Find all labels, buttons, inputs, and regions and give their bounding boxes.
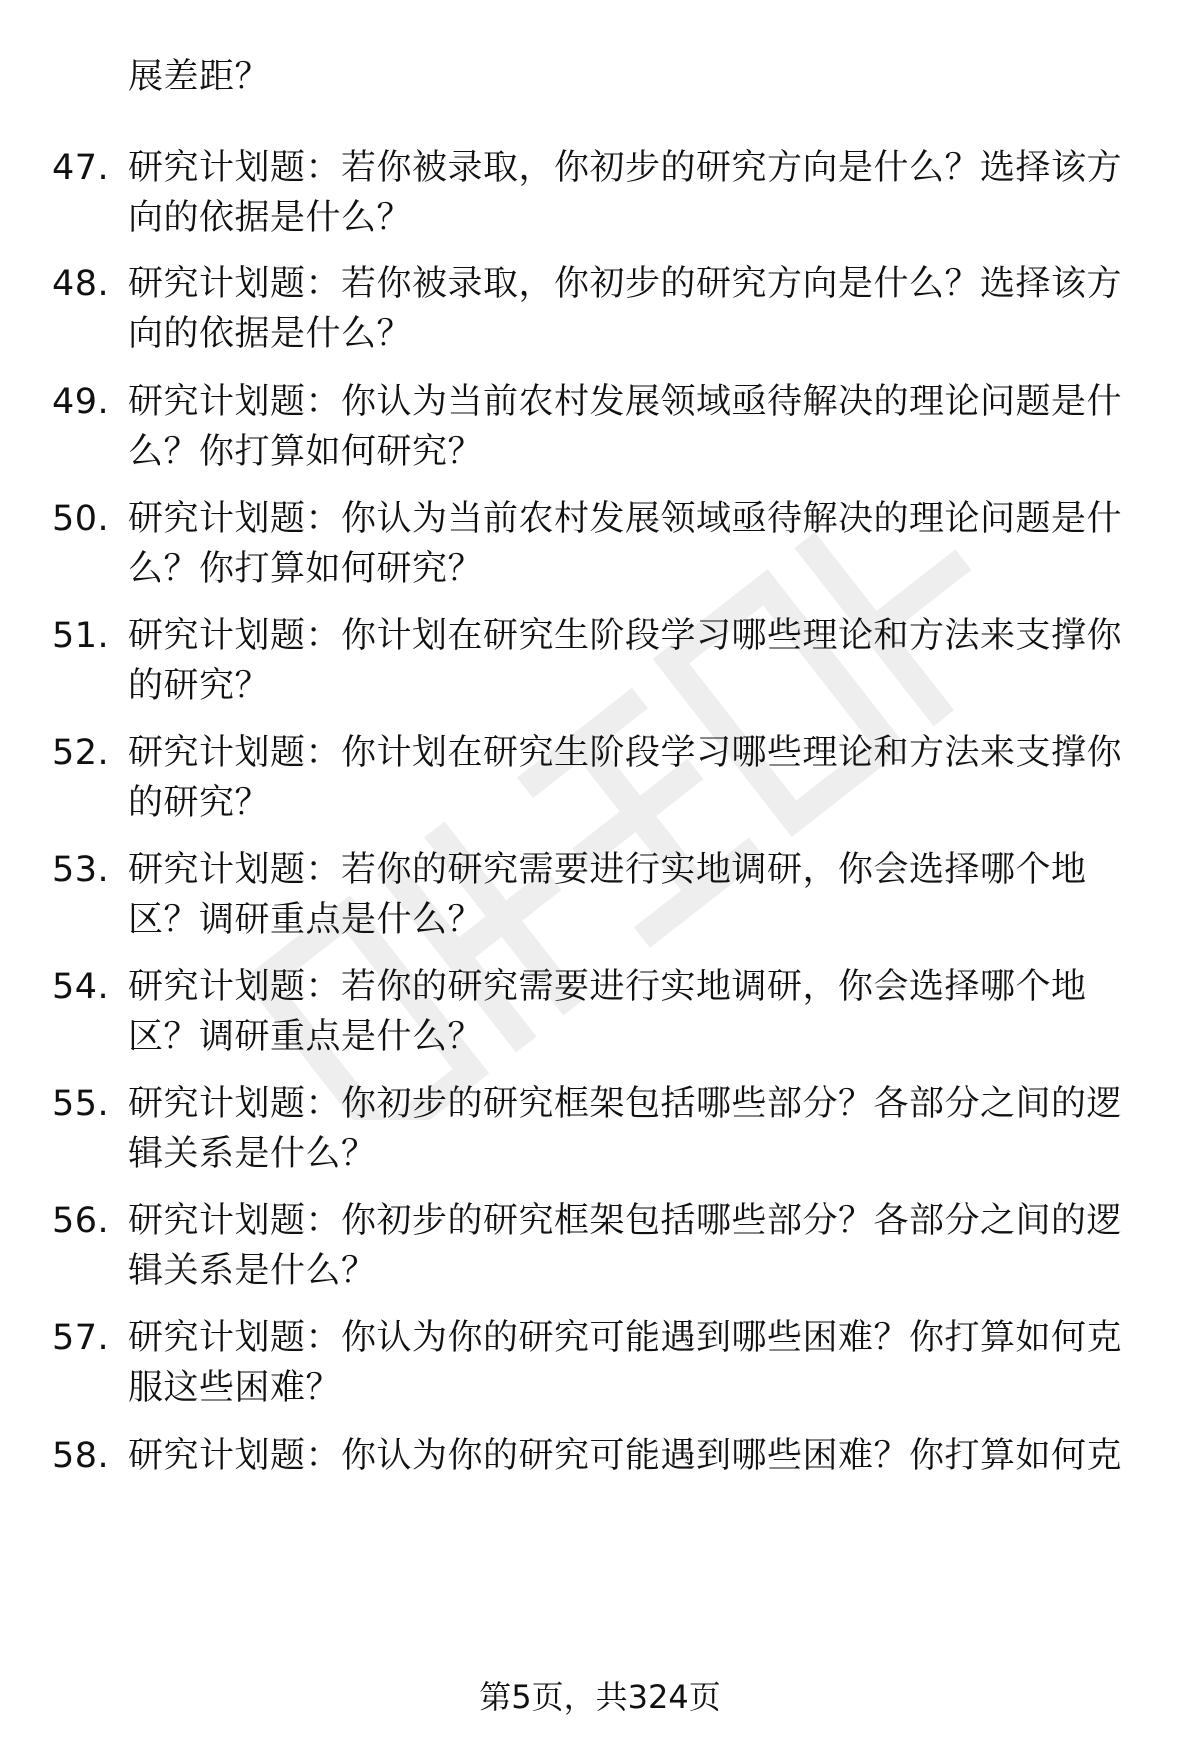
question-number: 55. — [52, 1084, 110, 1124]
question-number: 56. — [52, 1201, 110, 1241]
question-text: 研究计划题：你认为当前农村发展领域亟待解决的理论问题是什么？你打算如何研究？ — [128, 382, 1123, 472]
question-text: 研究计划题：若你的研究需要进行实地调研，你会选择哪个地区？调研重点是什么？ — [128, 850, 1087, 940]
question-text: 研究计划题：你认为你的研究可能遇到哪些困难？你打算如何克 — [128, 1436, 1123, 1476]
question-number: 49. — [52, 382, 110, 422]
question-number: 52. — [52, 733, 110, 773]
question-text: 研究计划题：你计划在研究生阶段学习哪些理论和方法来支撑你的研究？ — [128, 616, 1123, 706]
question-number: 48. — [52, 264, 110, 304]
question-number: 54. — [52, 967, 110, 1007]
question-number: 50. — [52, 499, 110, 539]
question-number: 47. — [52, 148, 110, 188]
question-number: 51. — [52, 616, 110, 656]
question-text: 研究计划题：你计划在研究生阶段学习哪些理论和方法来支撑你的研究？ — [128, 733, 1123, 823]
question-text: 研究计划题：若你被录取，你初步的研究方向是什么？选择该方向的依据是什么？ — [128, 264, 1123, 354]
question-text: 研究计划题：若你的研究需要进行实地调研，你会选择哪个地区？调研重点是什么？ — [128, 967, 1087, 1057]
question-number: 58. — [52, 1436, 110, 1476]
question-text: 研究计划题：你认为当前农村发展领域亟待解决的理论问题是什么？你打算如何研究？ — [128, 499, 1123, 589]
question-text: 研究计划题：若你被录取，你初步的研究方向是什么？选择该方向的依据是什么？ — [128, 148, 1123, 238]
continuation-text: 展差距？ — [128, 57, 271, 97]
question-text: 研究计划题：你认为你的研究可能遇到哪些困难？你打算如何克服这些困难？ — [128, 1318, 1123, 1408]
question-text: 研究计划题：你初步的研究框架包括哪些部分？各部分之间的逻辑关系是什么？ — [128, 1084, 1123, 1174]
question-number: 53. — [52, 850, 110, 890]
question-text: 研究计划题：你初步的研究框架包括哪些部分？各部分之间的逻辑关系是什么？ — [128, 1201, 1123, 1291]
page-footer: 第5页，共324页 — [479, 1678, 721, 1716]
question-number: 57. — [52, 1318, 110, 1358]
